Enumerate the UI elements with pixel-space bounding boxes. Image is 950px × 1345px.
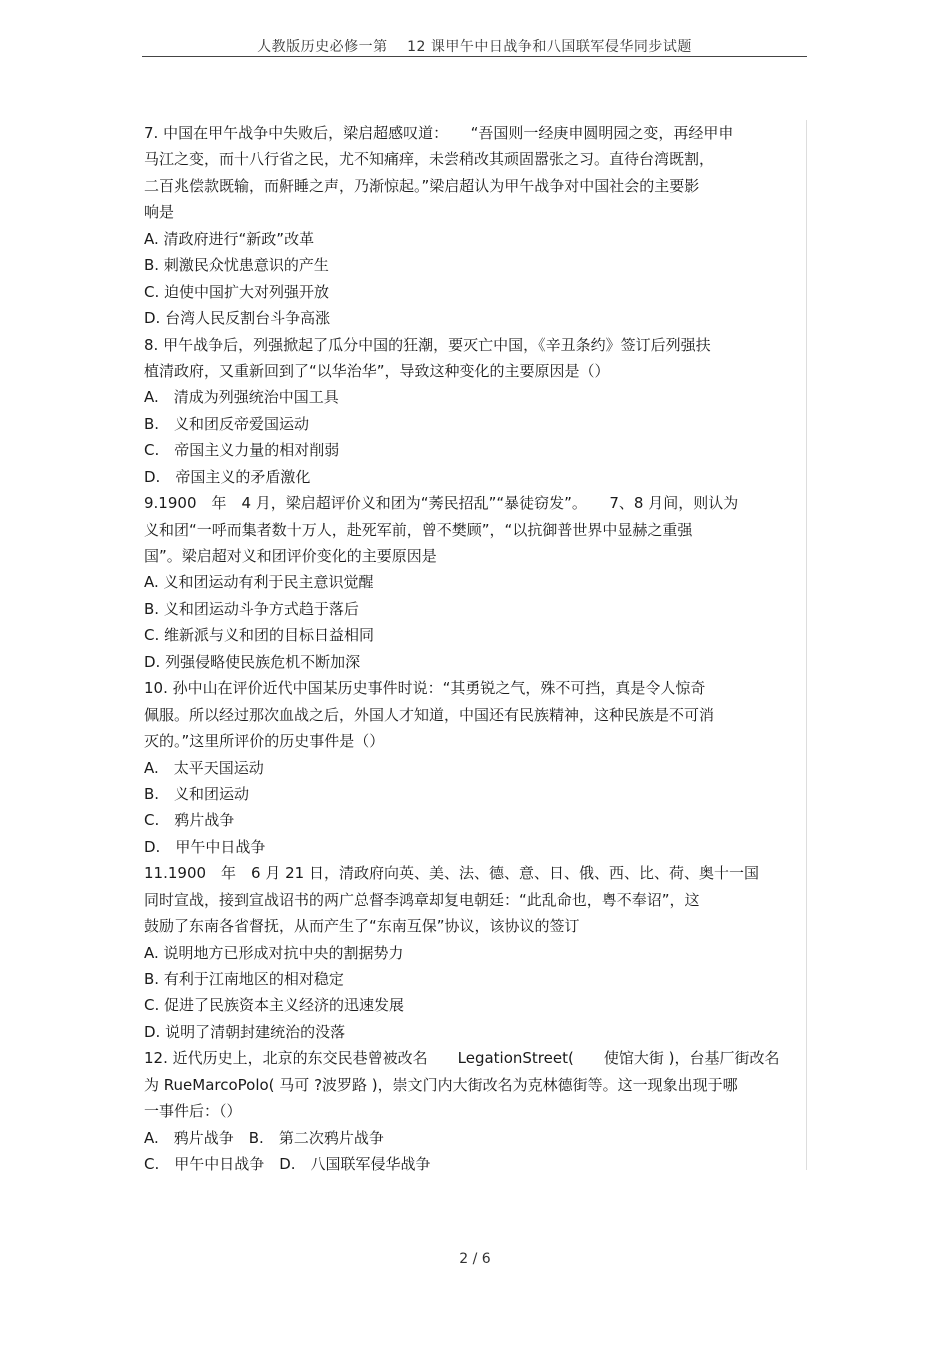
q8-option-a: A. 清成为列强统治中国工具 xyxy=(144,388,339,407)
q10-option-b: B. 义和团运动 xyxy=(144,784,250,803)
q9-option-c: C. 维新派与义和团的目标日益相同 xyxy=(144,626,375,645)
q10-option-c: C. 鸦片战争 xyxy=(144,811,235,830)
page-number: 2 / 6 xyxy=(459,1251,491,1267)
q7-stem-line-3: 二百兆偿款既输，而鼾睡之声，乃渐惊起。”梁启超认为甲午战争对中国社会的主要影 xyxy=(144,176,700,195)
q11-stem-line-3: 鼓励了东南各省督抚，从而产生了“东南互保”协议，该协议的签订 xyxy=(144,917,580,936)
q7-stem-line-4: 响是 xyxy=(144,203,175,222)
q7-option-c: C. 迫使中国扩大对列强开放 xyxy=(144,282,330,301)
q10-option-a: A. 太平天国运动 xyxy=(144,758,264,777)
q11-option-c: C. 促进了民族资本主义经济的迅速发展 xyxy=(144,996,405,1015)
q10-stem-line-2: 佩服。所以经过那次血战之后，外国人才知道，中国还有民族精神，这种民族是不可消 xyxy=(144,705,715,724)
q11-option-b: B. 有利于江南地区的相对稳定 xyxy=(144,970,344,988)
q7-stem-line-2: 马江之变，而十八行省之民，尤不知痛痒，未尝稍改其顽固嚣张之习。直待台湾既割， xyxy=(144,150,715,169)
page-header-title: 人教版历史必修一第 12 课甲午中日战争和八国联军侵华同步试题 xyxy=(257,39,692,55)
right-margin-rule xyxy=(806,120,807,1170)
q10-stem-line-1: 10. 孙中山在评价近代中国某历史事件时说：“其勇锐之气，殊不可挡，真是令人惊奇 xyxy=(144,679,706,698)
q9-stem-line-2: 义和团“一呼而集者数十万人，赴死军前，曾不樊顾”，“以抗御普世界中显赫之重强 xyxy=(144,520,693,539)
q12-options-ab: A. 鸦片战争 B. 第二次鸦片战争 xyxy=(144,1128,384,1147)
q9-stem-line-1: 9.1900 年 4 月，梁启超评价义和团为“莠民招乱”“暴徒窃发”。 7、8 月间，则认为 xyxy=(144,494,739,513)
q12-stem-line-1: 12. 近代历史上，北京的东交民巷曾被改名 LegationStreet( 使馆大街 )，台基厂街改名 xyxy=(144,1049,780,1068)
q10-option-d: D. 甲午中日战争 xyxy=(144,837,266,856)
q11-stem-line-2: 同时宣战，接到宣战诏书的两广总督李鸿章却复电朝廷：“此乱命也，粤不奉诏”，这 xyxy=(144,890,700,909)
q8-option-c: C. 帝国主义力量的相对削弱 xyxy=(144,441,340,460)
q11-option-a: A. 说明地方已形成对抗中央的割据势力 xyxy=(144,943,404,962)
q9-option-d: D. 列强侵略使民族危机不断加深 xyxy=(144,652,361,671)
q7-option-b: B. 刺激民众忧患意识的产生 xyxy=(144,256,329,275)
q11-option-d: D. 说明了清朝封建统治的没落 xyxy=(144,1022,346,1041)
q8-stem-line-2: 植清政府，又重新回到了“以华治华”，导致这种变化的主要原因是（） xyxy=(144,361,610,380)
q7-option-d: D. 台湾人民反割台斗争高涨 xyxy=(144,309,331,328)
q9-option-b: B. 义和团运动斗争方式趋于落后 xyxy=(144,599,359,618)
q9-option-a: A. 义和团运动有利于民主意识觉醒 xyxy=(144,573,374,592)
question-content xyxy=(144,120,804,1178)
q8-option-b: B. 义和团反帝爱国运动 xyxy=(144,414,310,433)
q12-options-cd: C. 甲午中日战争 D. 八国联军侵华战争 xyxy=(144,1155,431,1174)
q12-stem-line-2: 为 RueMarcoPolo( 马可 ?波罗路 )，崇文门内大街改名为克林德街等。这一现象出现于哪 xyxy=(144,1075,738,1094)
q7-option-a: A. 清政府进行“新政”改革 xyxy=(144,229,315,248)
q8-option-d: D. 帝国主义的矛盾激化 xyxy=(144,467,311,486)
q12-stem-line-3: 一事件后：（） xyxy=(144,1102,242,1121)
q8-stem-line-1: 8. 甲午战争后，列强掀起了瓜分中国的狂潮，要灭亡中国，《辛丑条约》签订后列强扶 xyxy=(144,335,711,354)
header-divider xyxy=(142,56,807,57)
q10-stem-line-3: 灭的。”这里所评价的历史事件是（） xyxy=(144,732,385,751)
q9-stem-line-3: 国”。梁启超对义和团评价变化的主要原因是 xyxy=(144,547,437,565)
q7-stem-line-1: 7. 中国在甲午战争中失败后，梁启超感叹道： “吾国则一经庚申圆明园之变，再经甲申 xyxy=(144,124,734,142)
q11-stem-line-1: 11.1900 年 6 月 21 日，清政府向英、美、法、德、意、日、俄、西、比、荷、奥十一国 xyxy=(144,864,759,883)
